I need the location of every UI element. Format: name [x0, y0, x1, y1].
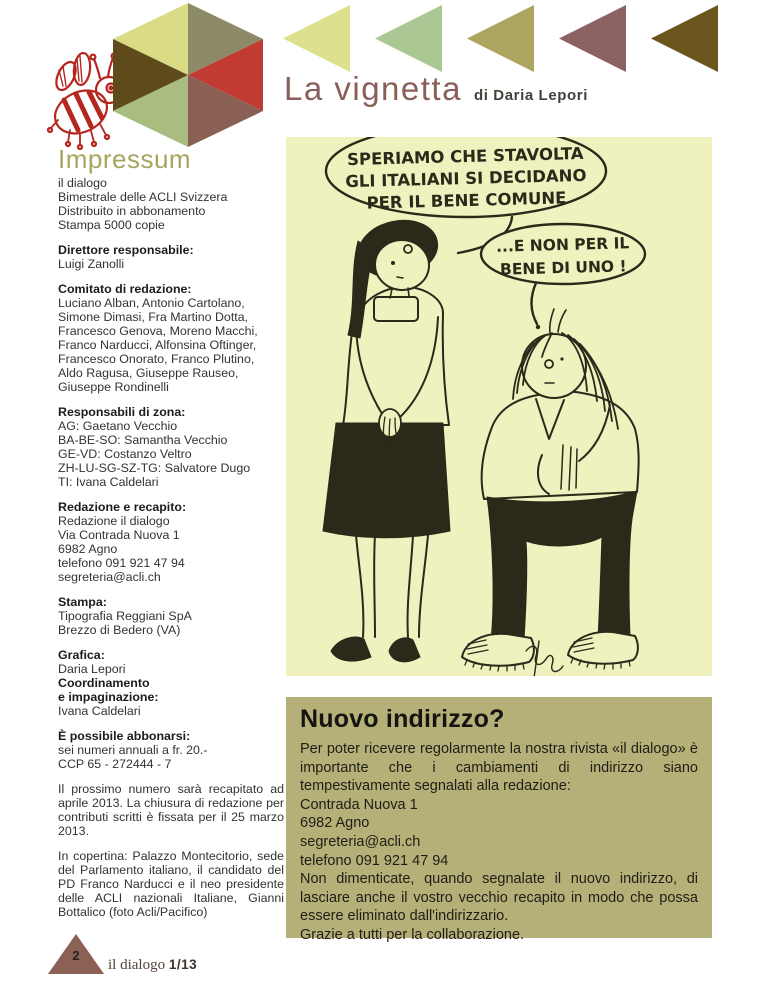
- impressum-paragraph: [58, 243, 284, 271]
- woman-skirt: [323, 423, 450, 538]
- address-line: telefono 091 921 47 94: [300, 852, 449, 869]
- impressum-line: Distribuito in abbonamento: [58, 204, 206, 218]
- footer-issue-name: il dialogo: [108, 957, 166, 973]
- impressum-line: Aldo Ragusa, Giuseppe Rauseo,: [58, 366, 239, 380]
- impressum-line: Brezzo di Bedero (VA): [58, 623, 181, 637]
- address-line: segreteria@acli.ch: [300, 833, 421, 850]
- impressum-paragraph: [58, 500, 284, 584]
- impressum-paragraph: [58, 282, 284, 394]
- address-line: 6982 Agno: [300, 815, 370, 832]
- vignetta-byline: di Daria Lepori: [473, 87, 588, 104]
- impressum-line: CCP 65 - 272444 - 7: [58, 757, 172, 771]
- impressum-line: Bimestrale delle ACLI Svizzera: [58, 190, 228, 204]
- deco-triangle: [283, 5, 350, 72]
- impressum-line: Tipografia Reggiani SpA: [58, 609, 192, 623]
- svg-text:GLI ITALIANI SI DECIDANO: GLI ITALIANI SI DECIDANO: [345, 165, 587, 192]
- impressum-line: GE-VD: Costanzo Veltro: [58, 447, 192, 461]
- impressum-line: Redazione e recapito:: [58, 500, 187, 514]
- address-line: Grazie a tutti per la collaborazione.: [300, 926, 525, 943]
- impressum-heading: Impressum: [58, 144, 192, 174]
- impressum-line: Responsabili di zona:: [58, 405, 186, 419]
- address-line: Contrada Nuova 1: [300, 796, 418, 813]
- impressum-paragraph: [58, 176, 284, 232]
- vignetta-heading: La vignetta: [284, 70, 462, 107]
- impressum-line: segreteria@acli.ch: [58, 570, 161, 584]
- page-number: 2: [72, 948, 80, 963]
- impressum-line: e impaginazione:: [58, 690, 159, 704]
- impressum-line: Direttore responsabile:: [58, 243, 194, 257]
- impressum-line: Francesco Onorato, Franco Plutino,: [58, 352, 255, 366]
- impressum-line: Via Contrada Nuova 1: [58, 528, 180, 542]
- cartoon-panel: [286, 137, 712, 676]
- impressum-line: Simone Dimasi, Fra Martino Dotta,: [58, 310, 249, 324]
- deco-triangle: [559, 5, 626, 72]
- impressum-line: Grafica:: [58, 648, 105, 662]
- impressum-line: sei numeri annuali a fr. 20.-: [58, 743, 208, 757]
- svg-text:...E NON PER IL: ...E NON PER IL: [495, 234, 630, 256]
- impressum-line: ZH-LU-SG-SZ-TG: Salvatore Dugo: [58, 461, 251, 475]
- deco-triangle: [651, 5, 718, 72]
- hexagon-logo: [113, 3, 263, 147]
- impressum-line: Daria Lepori: [58, 662, 126, 676]
- new-address-body: [300, 740, 698, 945]
- impressum-paragraph: [58, 595, 284, 637]
- section-title: [284, 70, 704, 108]
- impressum-line: AG: Gaetano Vecchio: [58, 419, 178, 433]
- impressum-line: Giuseppe Rondinelli: [58, 380, 169, 394]
- deco-triangle: [375, 5, 442, 72]
- impressum-paragraph: [58, 849, 284, 919]
- address-line: Non dimenticate, quando segnalate il nuovo indirizzo, di lasciare anche il vostro vecchio recapito in modo che possa essere eliminato dall'indirizzario.: [300, 871, 698, 925]
- impressum-line: Comitato di redazione:: [58, 282, 192, 296]
- new-address-box: [286, 697, 712, 943]
- impressum-line: Redazione il dialogo: [58, 514, 170, 528]
- impressum-line: Ivana Caldelari: [58, 704, 141, 718]
- impressum-line: il dialogo: [58, 176, 107, 190]
- impressum-line: telefono 091 921 47 94: [58, 556, 185, 570]
- impressum-line: È possibile abbonarsi:: [58, 729, 191, 743]
- svg-text:BENE DI UNO !: BENE DI UNO !: [499, 257, 627, 279]
- impressum-paragraph: [58, 648, 284, 718]
- impressum-line: Stampa 5000 copie: [58, 218, 165, 232]
- svg-text:PER IL BENE COMUNE: PER IL BENE COMUNE: [366, 188, 567, 213]
- impressum-line: In copertina: Palazzo Montecitorio, sede del Parlamento italiano, il candidato del PD Franco Narducci e il neo presidente delle ACLI nazionali Italiane, Gianni Bottalico (foto Acli/Pacifico): [58, 849, 284, 919]
- impressum-line: Luigi Zanolli: [58, 257, 125, 271]
- impressum-paragraph: [58, 729, 284, 771]
- impressum-line: 6982 Agno: [58, 542, 118, 556]
- triangle-row: [283, 5, 718, 72]
- speech-text-left: [345, 144, 588, 213]
- impressum-line: Coordinamento: [58, 676, 150, 690]
- impressum-line: Franco Narducci, Alfonsina Oftinger,: [58, 338, 257, 352]
- svg-text:SPERIAMO CHE STAVOLTA: SPERIAMO CHE STAVOLTA: [346, 143, 584, 170]
- address-line: Per poter ricevere regolarmente la nostra rivista «il dialogo» è importante che i cambiamenti di indirizzo siano tempestivamente segnalati alla redazione:: [300, 741, 698, 795]
- footer-issue: [108, 957, 197, 974]
- impressum-line: BA-BE-SO: Samantha Vecchio: [58, 433, 228, 447]
- impressum-line: TI: Ivana Caldelari: [58, 475, 159, 489]
- impressum-paragraph: [58, 405, 284, 489]
- footer-issue-number: 1/13: [168, 957, 198, 972]
- impressum-column: [58, 176, 284, 930]
- deco-triangle: [467, 5, 534, 72]
- impressum-line: Il prossimo numero sarà recapitato ad aprile 2013. La chiusura di redazione per contributi scritti è fissata per il 25 marzo 2013.: [58, 782, 284, 838]
- impressum-line: Stampa:: [58, 595, 107, 609]
- impressum-line: Francesco Genova, Moreno Macchi,: [58, 324, 258, 338]
- impressum-paragraph: [58, 782, 284, 838]
- new-address-heading: Nuovo indirizzo?: [300, 705, 505, 733]
- impressum-line: Luciano Alban, Antonio Cartolano,: [58, 296, 245, 310]
